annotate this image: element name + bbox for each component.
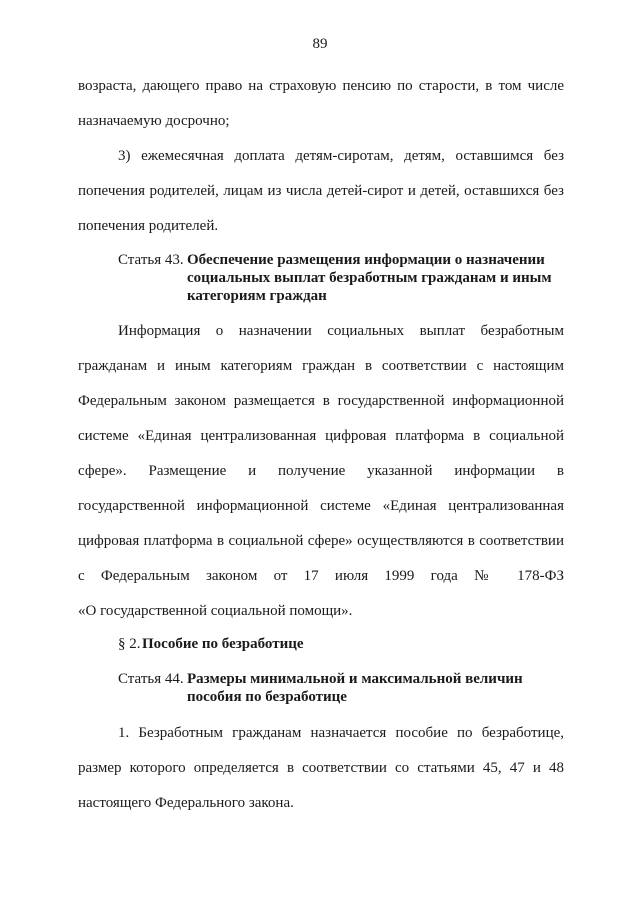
article-44-title-line: пособия по безработице: [187, 689, 347, 705]
paragraph-line: возраста, дающего право на страховую пенсию по старости, в том числе: [78, 78, 564, 94]
paragraph-line: 3) ежемесячная доплата детям-сиротам, детям, оставшимся без: [118, 148, 564, 164]
paragraph-line: настоящего Федерального закона.: [78, 795, 294, 811]
section-2-label: § 2.: [118, 636, 141, 652]
article-44-label: Статья 44.: [118, 671, 184, 687]
article-43-label: Статья 43.: [118, 252, 184, 268]
paragraph-line: попечения родителей.: [78, 218, 219, 234]
paragraph-line: размер которого определяется в соответствии со статьями 45, 47 и 48: [78, 760, 564, 776]
paragraph-line: с Федеральным законом от 17 июля 1999 года № 178-ФЗ: [78, 568, 564, 584]
paragraph-line: 1. Безработным гражданам назначается пособие по безработице,: [118, 725, 564, 741]
article-43-title-line: социальных выплат безработным гражданам и иным: [187, 270, 552, 286]
paragraph-line: системе «Единая централизованная цифровая платформа в социальной: [78, 428, 564, 444]
paragraph-line: Федеральным законом размещается в государственной информационной: [78, 393, 564, 409]
section-2-title: Пособие по безработице: [142, 636, 304, 652]
paragraph-line: государственной информационной системе «Единая централизованная: [78, 498, 564, 514]
paragraph-line: попечения родителей, лицам из числа детей-сирот и детей, оставшихся без: [78, 183, 564, 199]
paragraph-line: цифровая платформа в социальной сфере» осуществляются в соответствии: [78, 533, 564, 549]
paragraph-line: гражданам и иным категориям граждан в соответствии с настоящим: [78, 358, 564, 374]
page-number: 89: [312, 36, 328, 52]
paragraph-line: Информация о назначении социальных выплат безработным: [118, 323, 564, 339]
paragraph-line: сфере». Размещение и получение указанной информации в: [78, 463, 564, 479]
article-43-title-line: Обеспечение размещения информации о назначении: [187, 252, 545, 268]
article-44-title-line: Размеры минимальной и максимальной величин: [187, 671, 523, 687]
paragraph-line: назначаемую досрочно;: [78, 113, 230, 129]
article-43-title-line: категориям граждан: [187, 288, 327, 304]
paragraph-line: «О государственной социальной помощи».: [78, 603, 353, 619]
